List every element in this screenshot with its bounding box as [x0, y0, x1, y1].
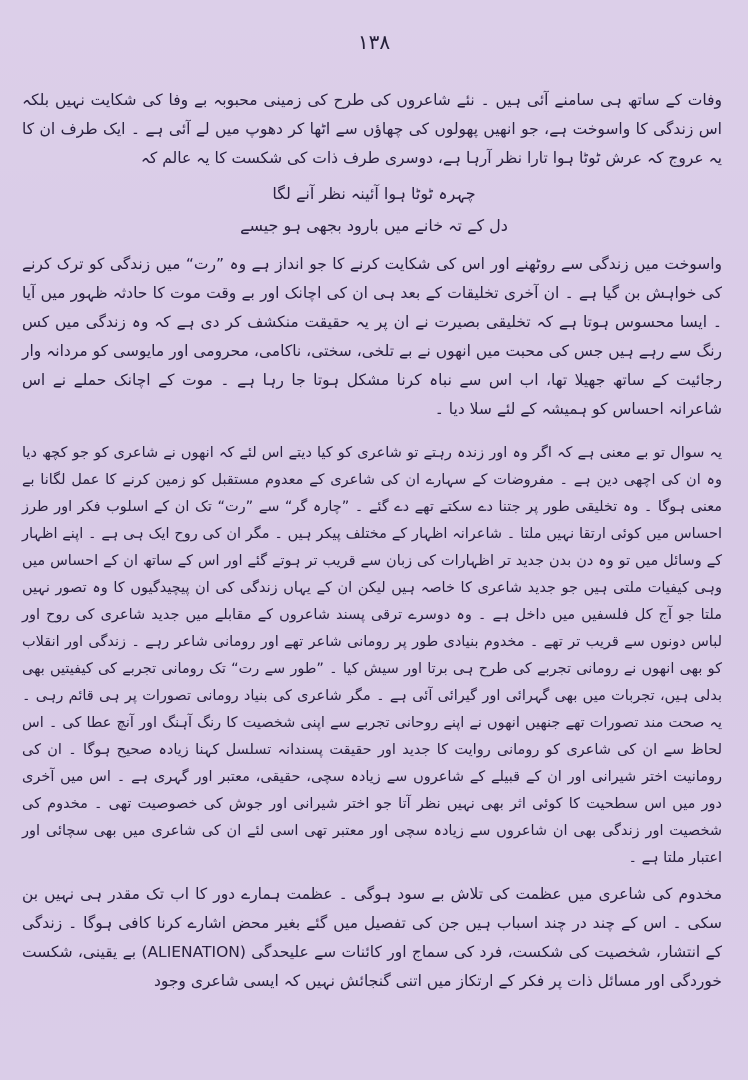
- couplet: [0, 178, 748, 242]
- page-number: ۱۳۸: [357, 30, 391, 54]
- couplet-line-1: چہرہ ٹوٹا ہوا آئینہ نظر آنے لگا: [272, 184, 476, 203]
- paragraph-4: مخدوم کی شاعری میں عظمت کی تلاش بے سود ہوگی ۔ عظمت ہمارے دور کا اب تک مقدر ہی نہیں بن سکی ۔ اس کے چند در چند اسباب ہیں جن کی تفصیل میں گئے بغیر محض اشارے کرنا کافی ہوگا ۔ زندگی کے انتشار، شخصیت کی شکست، فرد کی سماج اور کائنات سے علیحدگی (ALIENATION) بے یقینی، شکست خوردگی اور مسائل ذات پر فکر کے ارتکاز میں اتنی گنجائش نہیں کہ ایسی شاعری وجود: [22, 885, 722, 990]
- paragraph-1: وفات کے ساتھ ہی سامنے آئی ہیں ۔ نئے شاعروں کی طرح کی زمینی محبوبہ بے وفا کی شکایت نہیں بلکہ اس زندگی کا واسوخت ہے، جو انھیں پھولوں کی چھاؤں سے اٹھا کر دھوپ میں لے آئی ہے ۔ ایک طرف ان کا یہ عروج کہ عرش ٹوٹا ہوا تارا نظر آرہا ہے، دوسری طرف ذات کی شکست کا یہ عالم کہ: [22, 91, 722, 167]
- paragraph-3: یہ سوال تو بے معنی ہے کہ اگر وہ اور زندہ رہتے تو شاعری کو کیا دیتے اس لئے کہ انھوں نے شاعری کو جو کچھ دیا وہ ان کی اچھی دین ہے ۔ مفروضات کے سہارے ان کی شاعری کے معدوم مستقبل کو زمین کرنے کا عمل لگانا بے معنی ہوگا ۔ وہ تخلیقی طور پر جتنا دے سکتے تھے دے گئے ۔ ”چارہ گر“ سے ”رت“ تک ان کے اسلوب فکر اور طرز احساس میں کوئی ارتقا نہیں ملتا ۔ شاعرانہ اظہار کے مختلف پیکر ہیں ۔ مگر ان کی روح ایک ہی ہے ۔ اپنے اظہار کے وسائل میں تو وہ دن بدن جدید تر اظہارات کی زبان سے قریب تر ہوتے گئے اور اس کے ساتھ ان کے احساس میں وہی کیفیات ملتی ہیں جو جدید شاعری کا خاصہ ہیں لیکن ان کے یہاں زندگی کی ان پیچیدگیوں کا وہ تصور نہیں ملتا جو آج کل فلسفیں میں داخل ہے ۔ وہ دوسرے ترقی پسند شاعروں کے مقابلے میں جدید شاعری کی روح اور لباس دونوں سے قریب تر تھے ۔ مخدوم بنیادی طور پر رومانی شاعر تھے اور رومانی شاعر رہے ۔ زندگی اور انقلاب کو بھی انھوں نے رومانی تجربے کی طرح ہی برتا اور سیش کیا ۔ ”طور سے رت“ تک رومانی تجربے کی کیفیتیں بھی بدلی ہیں، تجربات میں بھی گہرائی اور گیرائی آئی ہے ۔ مگر شاعری کی بنیاد رومانی تصورات پر ہی قائم رہی ۔ یہ صحت مند تصورات تھے جنھیں انھوں نے اپنے روحانی تجربے سے اپنی شخصیت کا رنگ آہنگ اور آنچ عطا کی ۔ اس لحاظ سے ان کی شاعری کو رومانی روایت کا جدید اور حقیقت پسندانہ تسلسل کہنا زیادہ صحیح ہوگا ۔ ان کی رومانیت اختر شیرانی اور ان کے قبیلے کے شاعروں سے زیادہ سچی، حقیقی، معتبر اور گہری ہے ۔ اس میں آخری دور میں اس سطحیت کا کوئی اثر بھی نہیں نظر آتا جو اختر شیرانی اور جوش کی خصوصیت تھی ۔ مخدوم کی شخصیت اور زندگی بھی ان شاعروں سے زیادہ سچی اور معتبر تھی اسی لئے ان کی شاعری میں بھی سچائی اور اعتبار ملتا ہے ۔: [22, 445, 722, 866]
- couplet-line-2: دل کے تہ خانے میں بارود بجھی ہو جیسے: [240, 216, 508, 235]
- paragraph-2: واسوخت میں زندگی سے روٹھنے اور اس کی شکایت کرنے کا جو انداز ہے وہ ”رت“ میں زندگی کو ترک کرنے کی خواہش بن گیا ہے ۔ ان آخری تخلیقات کے بعد ہی ان کی اچانک اور بے وقت موت کا حادثہ ظہور میں آیا ۔ ایسا محسوس ہوتا ہے کہ تخلیقی بصیرت نے ان پر یہ حقیقت منکشف کر دی ہے کہ وہ زندگی میں کس رنگ سے رہے ہیں جس کی محبت میں انھوں نے بے تلخی، سختی، ناکامی، محرومی اور مایوسی کو مردانہ وار رجائیت کے ساتھ جھیلا تھا، اب اس سے نباہ کرنا مشکل ہوتا جا رہا ہے ۔ موت کے اچانک حملے نے اس شاعرانہ احساس کو ہمیشہ کے لئے سلا دیا ۔: [22, 255, 722, 418]
